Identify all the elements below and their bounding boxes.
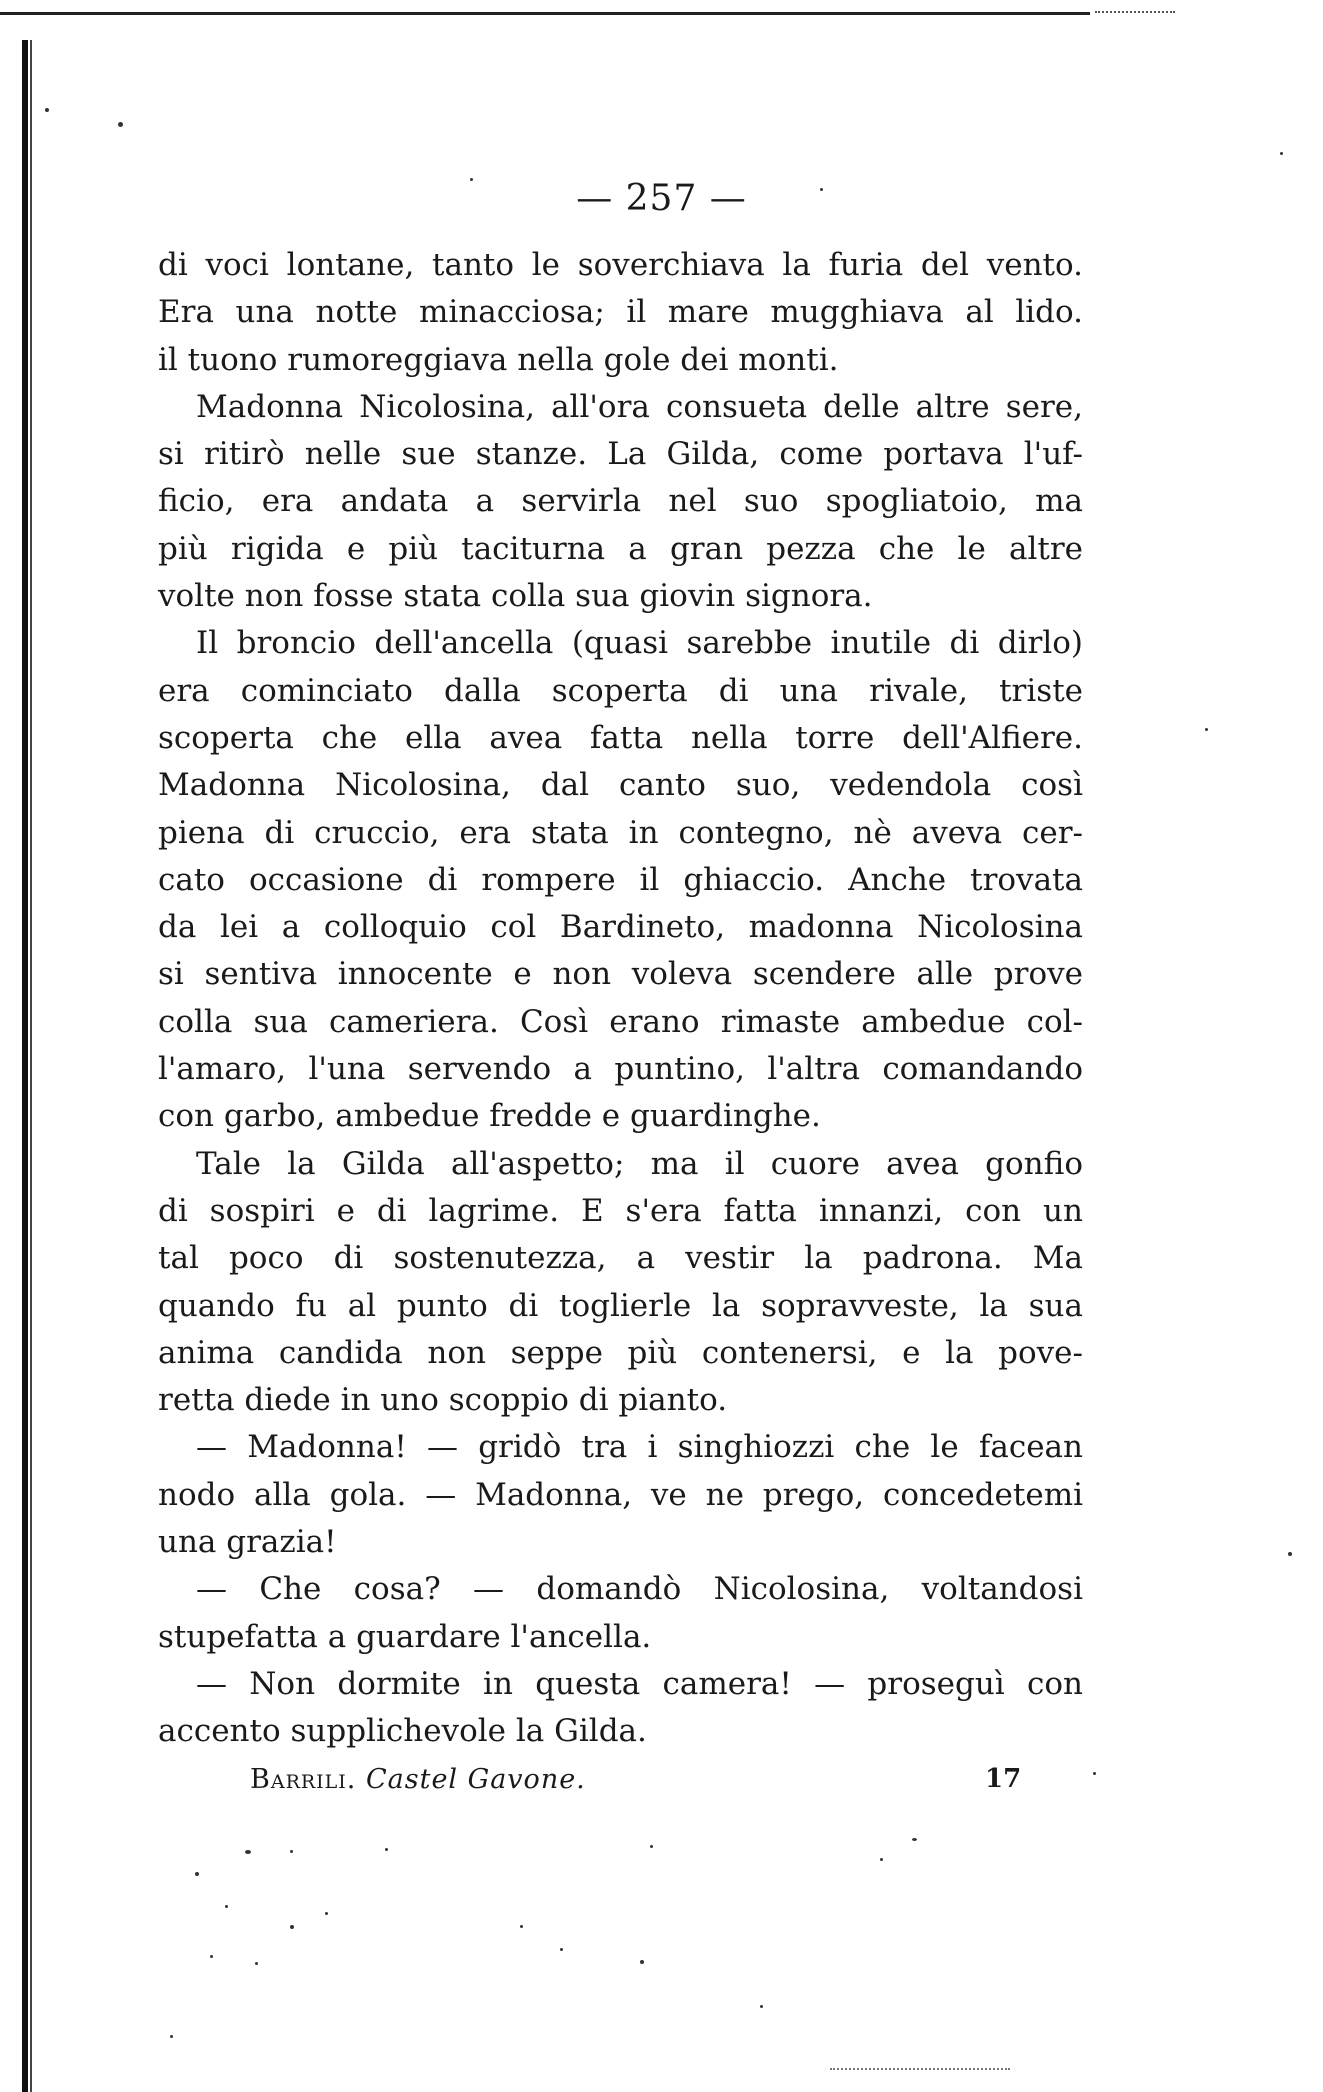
scan-border-top bbox=[0, 12, 1090, 15]
scan-speck bbox=[1093, 1772, 1096, 1775]
scan-speck bbox=[290, 1850, 293, 1853]
text-line: di voci lontane, tanto le soverchiava la furia del vento. bbox=[158, 247, 1083, 283]
scan-speck bbox=[385, 1848, 388, 1851]
scan-speck bbox=[210, 1955, 213, 1958]
text-line: Madonna Nicolosina, all'ora consueta delle altre sere, bbox=[196, 388, 1083, 425]
text-line: retta diede in uno scoppio di pianto. bbox=[158, 1382, 728, 1419]
scan-speck bbox=[820, 188, 823, 191]
text-line: di sospiri e di lagrime. E s'era fatta innanzi, con un bbox=[158, 1192, 1083, 1229]
text-line: stupefatta a guardare l'ancella. bbox=[158, 1618, 652, 1655]
text-line: Era una notte minacciosa; il mare mugghiava al lido. bbox=[158, 294, 1083, 331]
text-line: quando fu al punto di toglierle la sopravveste, la sua bbox=[158, 1287, 1083, 1324]
scan-speck bbox=[245, 1850, 251, 1854]
scan-speck bbox=[640, 1960, 644, 1964]
footer-author: Barrili. bbox=[250, 1764, 357, 1795]
scan-speck bbox=[650, 1845, 653, 1848]
text-line: — Non dormite in questa camera! — proseguì con bbox=[196, 1665, 1083, 1702]
text-line: una grazia! bbox=[158, 1524, 337, 1561]
text-line: tal poco di sostenutezza, a vestir la padrona. Ma bbox=[158, 1240, 1083, 1277]
text-line: ficio, era andata a servirla nel suo spogliatoio, ma bbox=[158, 483, 1083, 520]
text-line: anima candida non seppe più contenersi, e la pove- bbox=[158, 1334, 1083, 1371]
scan-speck bbox=[325, 1912, 328, 1915]
text-line: più rigida e più taciturna a gran pezza che le altre bbox=[158, 530, 1083, 567]
text-line: si sentiva innocente e non voleva scendere alle prove bbox=[158, 956, 1083, 993]
text-line: Madonna Nicolosina, dal canto suo, vedendola così bbox=[158, 767, 1083, 804]
body-text bbox=[158, 242, 1083, 1756]
scan-speck bbox=[560, 1948, 563, 1951]
text-line: Il broncio dell'ancella (quasi sarebbe inutile di dirlo) bbox=[196, 625, 1083, 662]
scan-speck bbox=[470, 178, 473, 181]
scan-speck bbox=[45, 108, 49, 112]
text-line: era cominciato dalla scoperta di una rivale, triste bbox=[158, 672, 1083, 709]
text-line: volte non fosse stata colla sua giovin signora. bbox=[158, 578, 873, 615]
scan-speck bbox=[760, 2005, 763, 2008]
footer-title: Castel Gavone. bbox=[365, 1764, 586, 1795]
text-line: — Che cosa? — domandò Nicolosina, voltandosi bbox=[196, 1571, 1083, 1608]
text-line: con garbo, ambedue fredde e guardinghe. bbox=[158, 1098, 821, 1135]
text-line: scoperta che ella avea fatta nella torre dell'Alfiere. bbox=[158, 719, 1083, 756]
text-line: — Madonna! — gridò tra i singhiozzi che le facean bbox=[196, 1429, 1083, 1466]
text-line: da lei a colloquio col Bardineto, madonna Nicolosina bbox=[158, 909, 1083, 946]
scan-border-left bbox=[22, 40, 28, 2092]
text-line: nodo alla gola. — Madonna, ve ne prego, concedetemi bbox=[158, 1476, 1083, 1513]
text-line: si ritirò nelle sue stanze. La Gilda, come portava l'uf- bbox=[158, 436, 1083, 473]
scan-speck bbox=[118, 122, 123, 127]
footer-sheet-number: 17 bbox=[985, 1764, 1022, 1794]
page-number: — 257 — bbox=[576, 178, 747, 219]
scan-speck bbox=[195, 1872, 199, 1876]
text-line: il tuono rumoreggiava nella gole dei monti. bbox=[158, 341, 839, 378]
scan-speck bbox=[170, 2035, 173, 2038]
scan-speck bbox=[520, 1925, 523, 1928]
scan-speck bbox=[880, 1858, 883, 1861]
text-line: Tale la Gilda all'aspetto; ma il cuore avea gonfio bbox=[196, 1145, 1083, 1182]
scan-speck bbox=[1288, 1552, 1292, 1556]
text-line: l'amaro, l'una servendo a puntino, l'altra comandando bbox=[158, 1051, 1083, 1088]
scan-speck bbox=[1205, 728, 1208, 731]
scan-speck bbox=[255, 1962, 258, 1965]
scan-speck bbox=[912, 1838, 917, 1841]
scan-speck bbox=[290, 1925, 294, 1929]
scan-border-top-dots bbox=[1095, 11, 1175, 15]
text-line: cato occasione di rompere il ghiaccio. Anche trovata bbox=[158, 861, 1083, 898]
text-line: colla sua cameriera. Così erano rimaste ambedue col- bbox=[158, 1003, 1083, 1040]
scan-speck bbox=[1280, 152, 1283, 155]
text-line: accento supplichevole la Gilda. bbox=[158, 1713, 647, 1750]
scan-speck bbox=[225, 1905, 228, 1908]
scan-border-left-inner bbox=[30, 40, 32, 2092]
text-line: piena di cruccio, era stata in contegno, nè aveva cer- bbox=[158, 814, 1083, 851]
scan-bottom-dots bbox=[830, 2068, 1010, 2070]
footer-signature bbox=[250, 1764, 586, 1795]
